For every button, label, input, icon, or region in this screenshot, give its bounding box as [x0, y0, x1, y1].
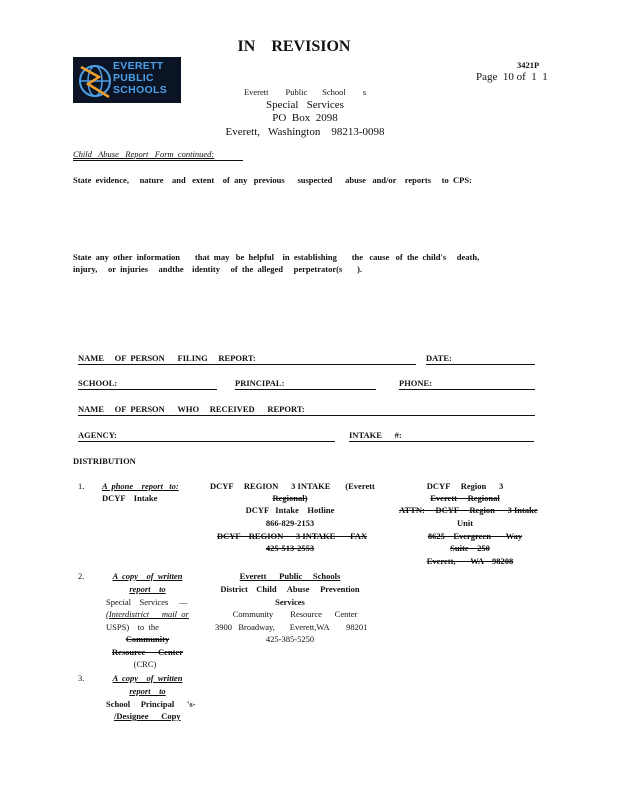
- title-underline: [73, 160, 243, 161]
- form-number: 3421P: [517, 60, 540, 70]
- mail-regional: Everett Regional: [430, 493, 500, 503]
- address-line: Everett Public School s: [243, 87, 367, 97]
- copy-written-label: A copy of written: [112, 673, 183, 683]
- dcyf-regional: Regional): [272, 493, 308, 503]
- report-to-label: report to: [129, 686, 166, 696]
- school-principal-label: School Principal 's-: [106, 699, 196, 709]
- mail-region: DCYF Region 3: [426, 481, 504, 491]
- form-title: Child Abuse Report Form continued:: [73, 149, 215, 159]
- name-received-label: NAME OF PERSON WHO RECEIVED REPORT:: [78, 404, 305, 414]
- question-previous-abuse: State evidence, nature and extent of any previous suspected abuse and/or reports to CPS:: [73, 175, 472, 185]
- eps-phone: 425-385-5250: [265, 634, 315, 644]
- question-other-info-cont: injury, or injuries andthe identity of the alleged perpetrator(s ).: [73, 264, 363, 274]
- dcyf-hotline-label: DCYF Intake Hotline: [245, 505, 335, 515]
- mail-unit: Unit: [456, 518, 474, 528]
- agency-field[interactable]: [78, 441, 335, 442]
- mail-suite: Suite 250: [450, 543, 490, 553]
- item-number: 3.: [78, 673, 85, 683]
- copy-written-label: A copy of written: [112, 571, 183, 581]
- district-logo: [73, 57, 181, 103]
- dcyf-intake-label: DCYF Intake: [102, 493, 158, 503]
- address-line: PO Box 2098: [272, 112, 338, 124]
- phone-field[interactable]: [399, 389, 535, 390]
- phone-label: PHONE:: [399, 378, 433, 388]
- eps-crc: Community Resource Center: [232, 609, 358, 619]
- phone-report-label: A phone report to:: [102, 481, 179, 491]
- distribution-heading: DISTRIBUTION: [73, 456, 136, 466]
- crc-label: (CRC): [133, 659, 157, 669]
- item-number: 2.: [78, 571, 85, 581]
- name-received-field[interactable]: [78, 415, 535, 416]
- mail-city: Everett, WA 98208: [426, 556, 514, 566]
- date-field[interactable]: [426, 364, 535, 365]
- address-line: Special Services: [266, 99, 344, 111]
- usps-label: USPS) to the: [106, 622, 159, 632]
- item-number: 1.: [78, 481, 85, 491]
- document-status: IN REVISION: [237, 38, 351, 55]
- dcyf-fax-number: 425-513-2553: [265, 543, 315, 553]
- intake-field[interactable]: [349, 441, 534, 442]
- school-field[interactable]: [78, 389, 217, 390]
- dcyf-fax-label: DCYF REGION 3 INTAKE FAX: [217, 531, 368, 541]
- name-filing-field[interactable]: [78, 364, 416, 365]
- special-services-label: Special Services —: [106, 597, 188, 607]
- eps-title: Everett Public Schools: [239, 571, 341, 581]
- date-label: DATE:: [426, 353, 452, 363]
- school-label: SCHOOL:: [78, 378, 118, 388]
- dcyf-region-title: DCYF REGION 3 INTAKE (Everett: [210, 481, 375, 491]
- community-label: Community: [125, 634, 170, 644]
- principal-label: PRINCIPAL:: [235, 378, 285, 388]
- intake-label: INTAKE #:: [349, 430, 402, 440]
- mail-attn: ATTN: DCYF Region 3 Intake: [399, 505, 538, 515]
- logo-word: PUBLIC: [113, 72, 154, 84]
- dcyf-hotline-number: 866-829-2153: [265, 518, 315, 528]
- interdistrict-label: (Interdistrict mail or: [106, 609, 189, 619]
- eps-prevention: District Child Abuse Prevention: [220, 584, 360, 594]
- question-other-info: State any other information that may be helpful in establishing the cause of the child's death,: [73, 252, 480, 262]
- logo-word: SCHOOLS: [113, 84, 168, 96]
- page-number: Page 10 of 1 1: [476, 71, 548, 83]
- resource-center-label: Resource Center: [111, 647, 184, 657]
- logo-word: EVERETT: [113, 60, 164, 72]
- agency-label: AGENCY:: [78, 430, 117, 440]
- designee-copy-label: /Designee Copy: [114, 711, 181, 721]
- mail-street: 8625 Evergreen Way: [427, 531, 523, 541]
- address-line: Everett, Washington 98213-0098: [225, 126, 385, 138]
- eps-address: 3900 Broadway, Everett,WA 98201: [215, 622, 368, 632]
- name-filing-label: NAME OF PERSON FILING REPORT:: [78, 353, 256, 363]
- report-to-label: report to: [129, 584, 166, 594]
- eps-services: Services: [275, 597, 305, 607]
- globe-icon: [75, 57, 115, 103]
- principal-field[interactable]: [235, 389, 376, 390]
